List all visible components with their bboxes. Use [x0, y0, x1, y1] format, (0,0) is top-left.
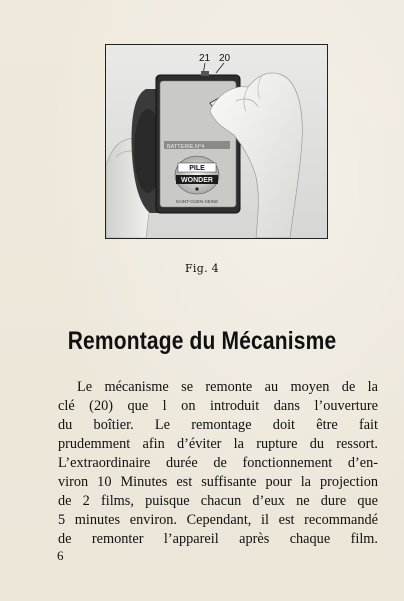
- paragraph-line: clé (20) que l on introduit dans l’ouverture: [58, 398, 378, 414]
- paragraph-line: de 2 films, puisque chacun d’eux ne dure que: [58, 493, 378, 509]
- callout-21: 21: [199, 53, 211, 64]
- callout-20: 20: [219, 53, 231, 64]
- figure-photo: [105, 44, 328, 239]
- paragraph-line: de remonter l’appareil après chaque film.: [58, 531, 378, 547]
- paragraph-line: L’extraordinaire durée de fonctionnement d’en-: [58, 455, 378, 471]
- paragraph-line: prudemment afin d’éviter la rupture du ressort.: [58, 436, 378, 452]
- paragraph-line: viron 10 Minutes est suffisante pour la projection: [58, 474, 378, 490]
- body-paragraph: [58, 378, 378, 549]
- section-heading: Remontage du Mécanisme: [67, 327, 337, 355]
- figure-caption: Fig. 4: [185, 262, 219, 275]
- paragraph-line: Le mécanisme se remonte au moyen de la: [77, 379, 378, 395]
- box-brand-wonder: WONDER: [181, 177, 213, 184]
- box-brand-pile: PILE: [189, 165, 205, 172]
- page-number: 6: [57, 548, 64, 563]
- box-label-bottom: SAINT-OUEN-SEINE: [175, 199, 219, 204]
- paragraph-line: 5 minutes environ. Cependant, il est recommandé: [58, 512, 378, 528]
- paragraph-line: du boîtier. Le remontage doit être fait: [58, 417, 378, 433]
- box-label-top: BATTERIE N°4: [167, 144, 205, 150]
- winding-key-illustration: [106, 45, 327, 238]
